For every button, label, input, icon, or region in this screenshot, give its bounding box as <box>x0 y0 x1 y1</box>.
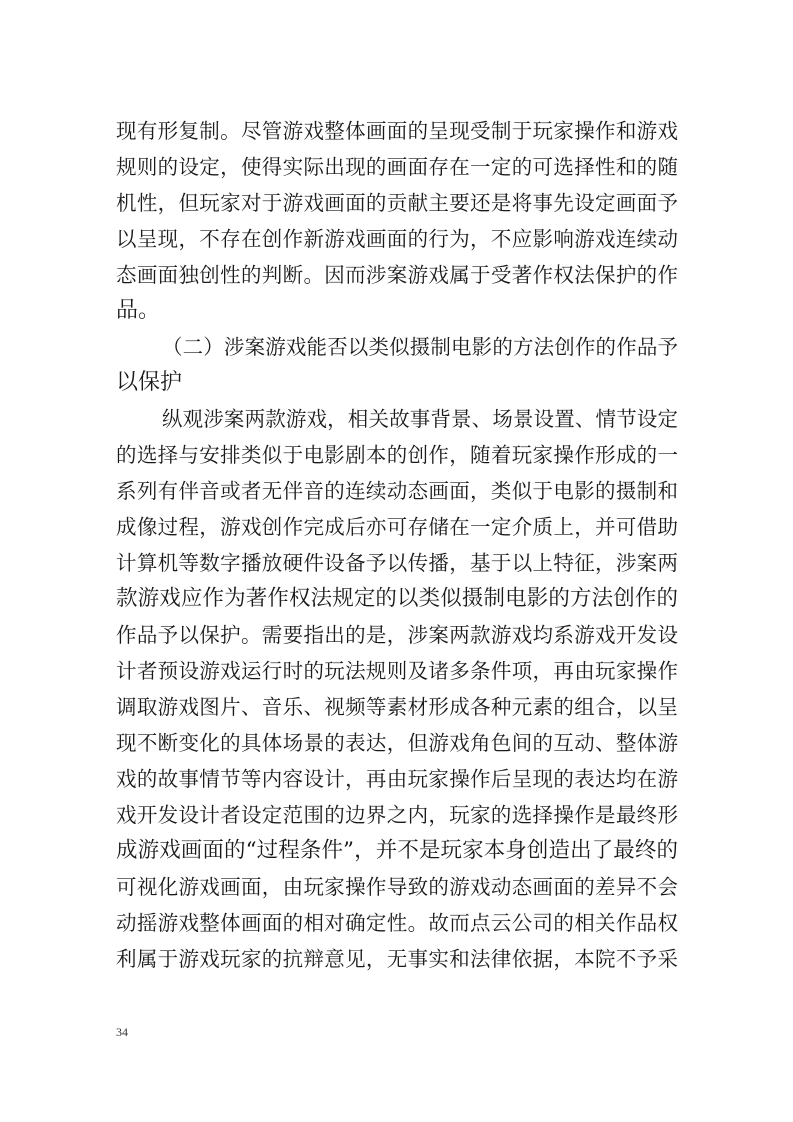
text-line: 计者预设游戏运行时的玩法规则及诸多条件项，再由玩家操作 <box>116 659 678 683</box>
text-line: 可视化游戏画面，由玩家操作导致的游戏动态画面的差异不会 <box>116 875 678 899</box>
text-line: 纵观涉案两款游戏，相关故事背景、场景设置、情节设定 <box>162 407 678 431</box>
page-number: 34 <box>116 1025 128 1039</box>
text-line: 系列有伴音或者无伴音的连续动态画面，类似于电影的摄制和 <box>116 479 678 503</box>
text-line: 现有形复制。尽管游戏整体画面的呈现受制于玩家操作和游戏 <box>116 119 678 143</box>
text-line: 作品予以保护。需要指出的是，涉案两款游戏均系游戏开发设 <box>116 623 678 647</box>
text-line: 以呈现，不存在创作新游戏画面的行为，不应影响游戏连续动 <box>116 227 678 251</box>
section-heading: 以保护 <box>116 370 183 395</box>
text-line: 成游戏画面的“过程条件”，并不是玩家本身创造出了最终的 <box>116 838 678 863</box>
text-line: 规则的设定，使得实际出现的画面存在一定的可选择性和的随 <box>116 155 678 179</box>
text-line: 计算机等数字播放硬件设备予以传播，基于以上特征，涉案两 <box>116 551 678 575</box>
section-heading: （二）涉案游戏能否以类似摄制电影的方法创作的作品予 <box>162 335 678 359</box>
text-line: 动摇游戏整体画面的相对确定性。故而点云公司的相关作品权 <box>116 911 678 935</box>
text-line: 戏的故事情节等内容设计，再由玩家操作后呈现的表达均在游 <box>116 767 678 791</box>
text-line: 款游戏应作为著作权法规定的以类似摄制电影的方法创作的 <box>116 586 678 611</box>
text-line: 戏开发设计者设定范围的边界之内，玩家的选择操作是最终形 <box>116 803 678 827</box>
text-line: 机性，但玩家对于游戏画面的贡献主要还是将事先设定画面予 <box>116 191 678 215</box>
text-line: 现不断变化的具体场景的表达，但游戏角色间的互动、整体游 <box>116 731 678 755</box>
text-line: 成像过程，游戏创作完成后亦可存储在一定介质上，并可借助 <box>116 515 678 539</box>
text-line: 利属于游戏玩家的抗辩意见，无事实和法律依据，本院不予采 <box>116 947 678 971</box>
text-line: 调取游戏图片、音乐、视频等素材形成各种元素的组合，以呈 <box>116 695 678 719</box>
text-line: 品。 <box>116 298 161 323</box>
text-line: 态画面独创性的判断。因而涉案游戏属于受著作权法保护的作 <box>116 263 678 287</box>
text-line: 的选择与安排类似于电影剧本的创作，随着玩家操作形成的一 <box>116 443 678 467</box>
